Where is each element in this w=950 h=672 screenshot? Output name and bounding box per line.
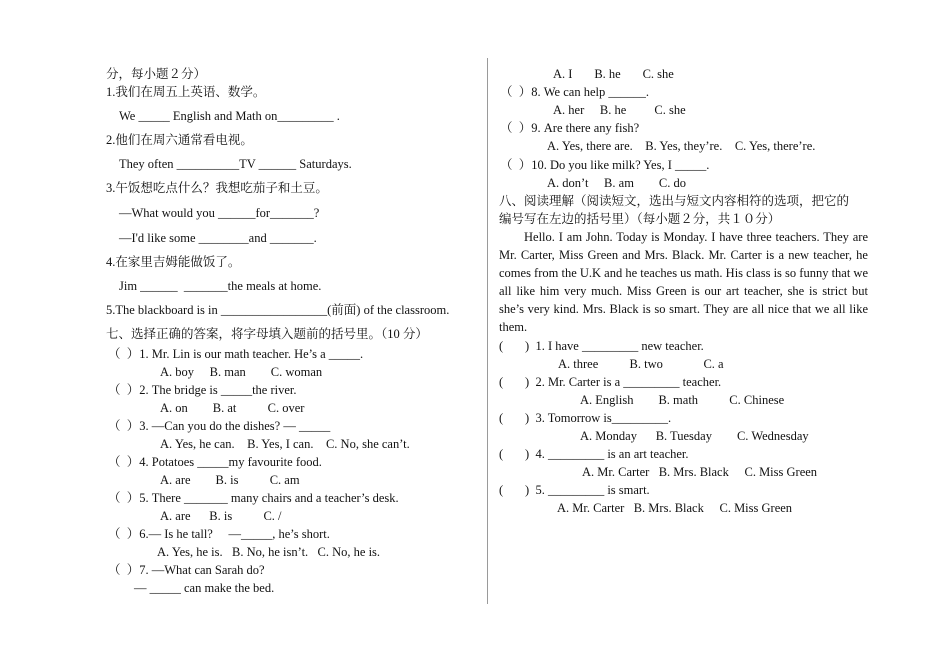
mc-question-7-line-2: — _____ can make the bed. [134, 581, 275, 595]
reading-options-2: A. English B. math C. Chinese [580, 393, 785, 407]
column-divider [487, 58, 488, 604]
reading-question-1: ( ) 1. I have _________ new teacher. [499, 339, 704, 353]
reading-options-3: A. Monday B. Tuesday C. Wednesday [580, 429, 809, 443]
translation-3-en-2: —I'd like some ________and _______. [119, 231, 317, 245]
mc-question-3: （ ）3. —Can you do the dishes? — _____ [108, 419, 331, 433]
mc-options-1: A. boy B. man C. woman [160, 365, 323, 379]
mc-question-9: （ ）9. Are there any fish? [500, 121, 640, 135]
mc-question-5: （ ）5. There _______ many chairs and a teacher’s desk. [108, 491, 399, 505]
mc-question-7: （ ）7. —What can Sarah do? [108, 563, 265, 577]
reading-question-5: ( ) 5. _________ is smart. [499, 483, 650, 497]
translation-4-en: Jim ______ _______the meals at home. [119, 279, 322, 293]
mc-question-8: （ ）8. We can help ______. [500, 85, 649, 99]
reading-options-5: A. Mr. Carter B. Mrs. Black C. Miss Green [557, 501, 793, 515]
reading-passage: Hello. I am John. Today is Monday. I have three teachers. They are Mr. Carter, Miss Green and Mrs. Black. Mr. Carter is a new teacher, he comes from the U.K and he teaches us math. His class is so funny that we all like him very much. Miss Green is our art teacher, she is strict but she’s very kind. Mrs. Black is so smart. They are all nice that we all like them. [499, 230, 869, 334]
mc-options-6: A. Yes, he is. B. No, he isn’t. C. No, he is. [157, 545, 381, 559]
mc-options-8: A. her B. he C. she [553, 103, 686, 117]
reading-question-4: ( ) 4. _________ is an art teacher. [499, 447, 689, 461]
section-7-title: 七、选择正确的答案，将字母填入题前的括号里。（10 分） [106, 327, 428, 341]
mc-question-2: （ ）2. The bridge is _____the river. [108, 383, 297, 397]
translation-1-en: We _____ English and Math on_________ . [119, 109, 340, 123]
translation-1-cn: 1.我们在周五上英语、数学。 [106, 85, 266, 99]
mc-question-6: （ ）6.— Is he tall? —_____, he’s short. [108, 527, 330, 541]
mc-options-5: A. are B. is C. / [160, 509, 282, 523]
mc-question-1: （ ）1. Mr. Lin is our math teacher. He’s a _____. [108, 347, 364, 361]
translation-2-cn: 2.他们在周六通常看电视。 [106, 133, 253, 147]
mc-options-3: A. Yes, he can. B. Yes, I can. C. No, she can’t. [160, 437, 410, 451]
reading-question-2: ( ) 2. Mr. Carter is a _________ teacher. [499, 375, 722, 389]
mc-options-7: A. I B. he C. she [553, 67, 674, 81]
translation-3-cn: 3.午饭想吃点什么？我想吃茄子和土豆。 [106, 181, 328, 195]
reading-question-3: ( ) 3. Tomorrow is_________. [499, 411, 672, 425]
mc-options-2: A. on B. at C. over [160, 401, 305, 415]
translation-3-en-1: —What would you ______for_______? [119, 206, 320, 220]
section-carry-over: 分，每小题２分） [106, 67, 207, 81]
section-8-title-line-2: 编号写在左边的括号里）（每小题２分，共１０分） [499, 212, 781, 226]
translation-4-cn: 4.在家里吉姆能做饭了。 [106, 255, 241, 269]
mc-options-10: A. don’t B. am C. do [547, 176, 687, 190]
mc-question-10: （ ）10. Do you like milk? Yes, I _____. [500, 158, 710, 172]
translation-5-en: 5.The blackboard is in _________________(前面) of the classroom. [106, 303, 450, 317]
mc-options-9: A. Yes, there are. B. Yes, they’re. C. Yes, there’re. [547, 139, 816, 153]
mc-options-4: A. are B. is C. am [160, 473, 300, 487]
section-8-title: 八、阅读理解（阅读短文，选出与短文内容相符的选项，把它的 [499, 194, 850, 208]
reading-options-4: A. Mr. Carter B. Mrs. Black C. Miss Green [582, 465, 818, 479]
reading-options-1: A. three B. two C. a [558, 357, 724, 371]
translation-2-en: They often __________TV ______ Saturdays. [119, 157, 352, 171]
mc-question-4: （ ）4. Potatoes _____my favourite food. [108, 455, 322, 469]
